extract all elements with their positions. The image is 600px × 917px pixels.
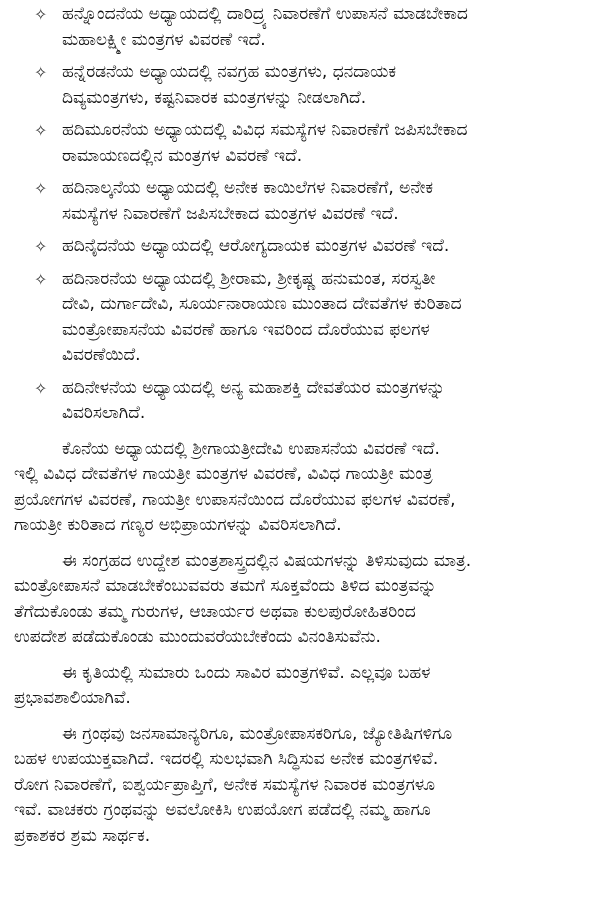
text-line: ರಾಮಾಯಣದಲ್ಲಿನ ಮಂತ್ರಗಳ ವಿವರಣೆ ಇದೆ. bbox=[62, 145, 303, 166]
text-line: ಹನ್ನೆರಡನೆಯ ಅಧ್ಯಾಯದಲ್ಲಿ ನವಗ್ರಹ ಮಂತ್ರಗಳು, ಧನದಾಯಕ bbox=[62, 62, 397, 82]
bullet-item bbox=[14, 118, 586, 169]
text-line: ತೆಗೆದುಕೊಂಡು ತಮ್ಮ ಗುರುಗಳ, ಆಚಾರ್ಯರ ಅಥವಾ ಕುಲಪುರೋಹಿತರಿಂದ bbox=[14, 601, 416, 622]
text-line: ಈ ಗ್ರಂಥವು ಜನಸಾಮಾನ್ಯರಿಗೂ, ಮಂತ್ರೋಪಾಸಕರಿಗೂ, ಜ್ಯೋತಿಷಿಗಳಿಗೂ bbox=[62, 723, 453, 744]
bullet-star-icon: ✧ bbox=[34, 63, 48, 82]
text-line: ಸಮಸ್ಯೆಗಳ ನಿವಾರಣೆಗೆ ಜಪಿಸಬೇಕಾದ ಮಂತ್ರಗಳ ವಿವರಣೆ ಇದೆ. bbox=[62, 203, 399, 224]
bullet-star-icon: ✧ bbox=[34, 237, 48, 256]
text-line: ಹನ್ನೊಂದನೆಯ ಅಧ್ಯಾಯದಲ್ಲಿ ದಾರಿದ್ರ್ಯ ನಿವಾರಣೆಗೆ ಉಪಾಸನೆ ಮಾಡಬೇಕಾದ bbox=[62, 4, 468, 24]
text-line: ಮಹಾಲಕ್ಷ್ಮೀ ಮಂತ್ರಗಳ ವಿವರಣೆ ಇದೆ. bbox=[62, 29, 266, 50]
text-line: ಹದಿಮೂರನೆಯ ಅಧ್ಯಾಯದಲ್ಲಿ ವಿವಿಧ ಸಮಸ್ಯೆಗಳ ನಿವಾರಣೆಗೆ ಜಪಿಸಬೇಕಾದ bbox=[62, 120, 468, 140]
text-line: ದಿವ್ಯಮಂತ್ರಗಳು, ಕಷ್ಟನಿವಾರಕ ಮಂತ್ರಗಳನ್ನು ನೀಡಲಾಗಿದೆ. bbox=[62, 87, 367, 108]
bullet-item bbox=[14, 60, 586, 111]
text-line: ದೇವಿ, ದುರ್ಗಾದೇವಿ, ಸೂರ್ಯನಾರಾಯಣ ಮುಂತಾದ ದೇವತೆಗಳ ಕುರಿತಾದ bbox=[62, 294, 462, 314]
text-line: ಇವೆ. ವಾಚಕರು ಗ್ರಂಥವನ್ನು ಅವಲೋಕಿಸಿ ಉಪಯೋಗ ಪಡೆದಲ್ಲಿ ನಮ್ಮ ಹಾಗೂ bbox=[14, 800, 431, 820]
text-line: ಹದಿನೈದನೆಯ ಅಧ್ಯಾಯದಲ್ಲಿ ಆರೋಗ್ಯದಾಯಕ ಮಂತ್ರಗಳ ವಿವರಣೆ ಇದೆ. bbox=[62, 236, 450, 256]
text-line: ಹದಿನೇಳನೆಯ ಅಧ್ಯಾಯದಲ್ಲಿ ಅನ್ಯ ಮಹಾಶಕ್ತಿ ದೇವತೆಯರ ಮಂತ್ರಗಳನ್ನು bbox=[62, 377, 445, 398]
paragraph bbox=[14, 661, 586, 712]
text-line: ಹದಿನಾರನೆಯ ಅಧ್ಯಾಯದಲ್ಲಿ ಶ್ರೀರಾಮ, ಶ್ರೀಕೃಷ್ಣ ಹನುಮಂತ, ಸರಸ್ವತೀ bbox=[62, 268, 436, 289]
text-line: ಮಂತ್ರೋಪಾಸನೆ ಮಾಡಬೇಕೆಂಬುವವರು ತಮಗೆ ಸೂಕ್ತವೆಂದು ತಿಳಿದ ಮಂತ್ರವನ್ನು bbox=[14, 576, 437, 596]
text-line: ಹದಿನಾಲ್ಕನೆಯ ಅಧ್ಯಾಯದಲ್ಲಿ ಅನೇಕ ಕಾಯಿಲೆಗಳ ನಿವಾರಣೆಗೆ, ಅನೇಕ bbox=[62, 178, 434, 198]
paragraph bbox=[14, 722, 586, 850]
bullet-item bbox=[14, 376, 586, 427]
bullet-item bbox=[14, 267, 586, 369]
bullet-item bbox=[14, 2, 586, 53]
text-line: ಬಹಳ ಉಪಯುಕ್ತವಾಗಿದೆ. ಇದರಲ್ಲಿ ಸುಲಭವಾಗಿ ಸಿದ್ಧಿಸುವ ಅನೇಕ ಮಂತ್ರಗಳಿವೆ. bbox=[14, 749, 439, 769]
text-line: ಗಾಯತ್ರೀ ಕುರಿತಾದ ಗಣ್ಯರ ಅಭಿಪ್ರಾಯಗಳನ್ನು ವಿವರಿಸಲಾಗಿದೆ. bbox=[14, 515, 342, 535]
paragraph bbox=[14, 437, 586, 539]
text-line: ಪ್ರಭಾವಶಾಲಿಯಾಗಿವೆ. bbox=[14, 688, 131, 708]
text-line: ರೋಗ ನಿವಾರಣೆಗೆ, ಐಶ್ವರ್ಯಪ್ರಾಪ್ತಿಗೆ, ಅನೇಕ ಸಮಸ್ಯೆಗಳ ನಿವಾರಕ ಮಂತ್ರಗಳೂ bbox=[14, 774, 435, 795]
bullet-star-icon: ✧ bbox=[34, 121, 48, 140]
bullet-star-icon: ✧ bbox=[34, 269, 48, 289]
bullet-item bbox=[14, 176, 586, 227]
text-line: ಇಲ್ಲಿ ವಿವಿಧ ದೇವತೆಗಳ ಗಾಯತ್ರೀ ಮಂತ್ರಗಳ ವಿವರಣೆ, ವಿವಿಧ ಗಾಯತ್ರೀ ಮಂತ್ರ bbox=[14, 464, 433, 484]
bullet-star-icon: ✧ bbox=[34, 179, 48, 198]
text-line: ಮಂತ್ರೋಪಾಸನೆಯ ವಿವರಣೆ ಹಾಗೂ ಇವರಿಂದ ದೊರೆಯುವ ಫಲಗಳ bbox=[62, 319, 430, 340]
bullet-item bbox=[14, 234, 586, 260]
text-line: ಕೊನೆಯ ಅಧ್ಯಾಯದಲ್ಲಿ ಶ್ರೀಗಾಯತ್ರೀದೇವಿ ಉಪಾಸನೆಯ ವಿವರಣೆ ಇದೆ. bbox=[62, 438, 440, 459]
bullet-star-icon: ✧ bbox=[34, 378, 48, 398]
text-line: ಪ್ರಯೋಗಗಳ ವಿವರಣೆ, ಗಾಯತ್ರೀ ಉಪಾಸನೆಯಿಂದ ದೊರೆಯುವ ಫಲಗಳ ವಿವರಣೆ, bbox=[14, 489, 456, 510]
paragraph bbox=[14, 549, 586, 651]
text-line: ಈ ಕೃತಿಯಲ್ಲಿ ಸುಮಾರು ಒಂದು ಸಾವಿರ ಮಂತ್ರಗಳಿವೆ. ಎಲ್ಲವೂ ಬಹಳ bbox=[62, 662, 431, 683]
text-line: ವಿವರಿಸಲಾಗಿದೆ. bbox=[62, 403, 146, 423]
text-line: ಈ ಸಂಗ್ರಹದ ಉದ್ದೇಶ ಮಂತ್ರಶಾಸ್ತ್ರದಲ್ಲಿನ ವಿಷಯಗಳನ್ನು ತಿಳಿಸುವುದು ಮಾತ್ರ. bbox=[62, 550, 472, 571]
text-line: ಉಪದೇಶ ಪಡೆದುಕೊಂಡು ಮುಂದುವರೆಯಬೇಕೆಂದು ವಿನಂತಿಸುವೆನು. bbox=[14, 627, 381, 647]
text-line: ಪ್ರಕಾಶಕರ ಶ್ರಮ ಸಾರ್ಥಕ. bbox=[14, 825, 151, 846]
bullet-star-icon: ✧ bbox=[34, 5, 48, 24]
text-line: ವಿವರಣೆಯಿದೆ. bbox=[62, 345, 141, 365]
